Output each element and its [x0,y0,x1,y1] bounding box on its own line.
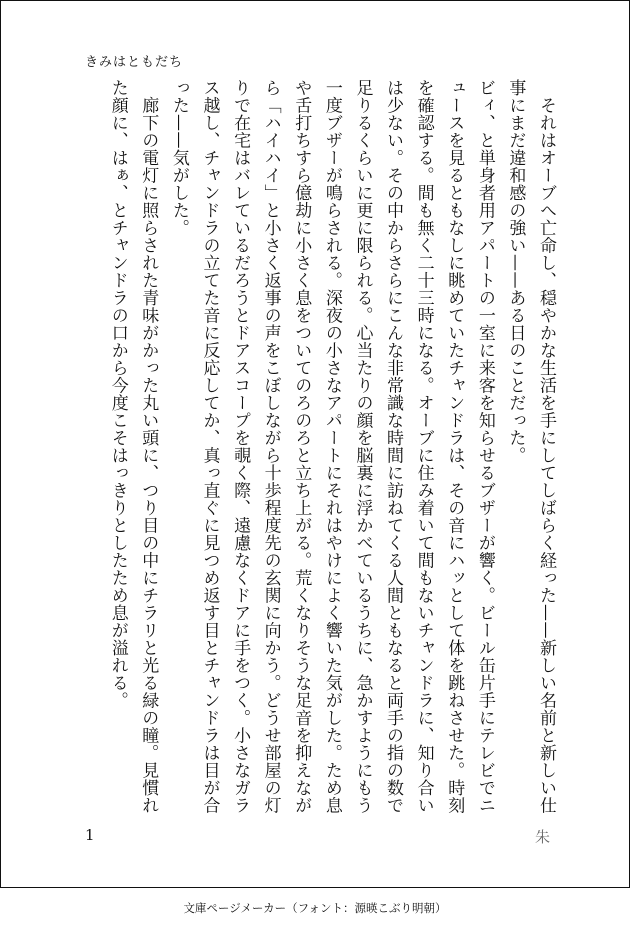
footer-credit: 文庫ページメーカー（フォント：源暎こぶり明朝） [183,901,447,915]
page-number: 1 [85,826,95,844]
paragraph: ビィ、と単身者用アパートの一室に来客を知らせるブザーが響く。ビール缶片手にテレビでニュースを見るともなしに眺めていたチャンドラは、その音にハッとして体を跳ねさせた。時刻を確認する。間も無く二十三時になる。オーブに住み着いて間もないチャンドラに、知り合いは少ない。その中からさらにこんな非常識な時間に訪ねてくる人間ともなると両手の指の数で足りるくらいに更に限られる。心当たりの顔を脳裏に浮かべているうちに、急かすようにもう一度ブザーが鳴らされる。深夜の小さなアパートにそれはやけによく響いた気がした。ため息や舌打ちすら億劫に小さく息をついてのろのろと立ち上がる。荒くなりそうな足音を抑えながら「ハイハイ」と小さく返事の声をこぼしながら十歩程度先の玄関に向かう。どうせ部屋の灯りで在宅はバレているだろうとドアスコープを覗く際、遠慮なくドアに手をつく。小さなガラス越し、チャンドラの立てた音に反応してか、真っ直ぐに見つめ返す目とチャンドラは目が合った——気がした。 [168,79,495,814]
paragraph: 廊下の電灯に照らされた青味がかった丸い頭に、つり目の中にチラリと光る緑の瞳。見慣れた顔に、はぁ、とチャンドラの口から今度こそはっきりとしたため息が溢れる。 [107,79,159,814]
running-header-title: きみはともだち [85,55,184,70]
paragraph: それはオーブへ亡命し、穏やかな生活を手にしてしばらく経った——新しい名前と新しい仕事にまだ違和感の強い——ある日のことだった。 [505,79,556,814]
page-mark: 朱 [535,828,551,846]
vertical-body-text [79,79,561,814]
